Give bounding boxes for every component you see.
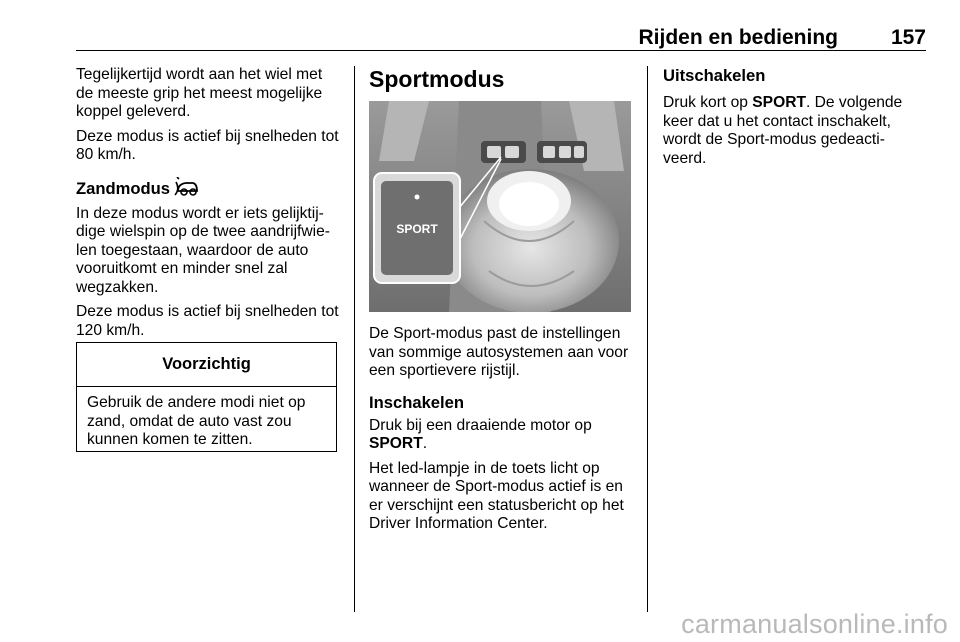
column-1 <box>76 66 344 346</box>
sport-keyword: SPORT <box>369 435 423 452</box>
text: . <box>422 435 428 452</box>
section-heading <box>76 177 344 199</box>
page-header <box>76 26 926 48</box>
sand-mode-icon <box>174 177 200 197</box>
paragraph: Deze modus is actief bij snelheden tot 80 km/h. <box>76 127 339 163</box>
text: . De volgende keer dat u het contact inschakelt, wordt de Sport-modus gedeacti- veerd. <box>663 94 903 167</box>
uitschakelen-heading: Uitschakelen <box>663 66 766 85</box>
sport-button-photo <box>369 101 631 312</box>
text: Druk bij een draaiende motor op <box>369 416 592 434</box>
inschakelen-heading: Inschakelen <box>369 392 465 412</box>
paragraph-inschakelen <box>369 417 635 454</box>
sand-mode-heading: Zandmodus <box>76 178 171 198</box>
photo-sport-label: SPORT <box>396 222 438 236</box>
caution-box <box>76 342 337 452</box>
column-divider-1 <box>354 66 355 612</box>
paragraph: De Sport-modus past de instellingen van sommige autosystemen aan voor een sportievere rijstijl. <box>369 325 629 379</box>
paragraph: In deze modus wordt er iets gelijktij- dige wielspin op de twee aandrijfwie- len toegestaan, waardoor de auto vooruitkomt en minder snel zal wegzakken. <box>76 204 330 296</box>
caution-title: Voorzichtig <box>77 343 336 387</box>
paragraph-uitschakelen <box>663 94 925 168</box>
column-2 <box>369 66 635 92</box>
caution-text: Gebruik de andere modi niet op zand, omdat de auto vast zou kunnen komen te zitten. <box>87 394 306 448</box>
paragraph: Deze modus is actief bij snelheden tot 120 km/h. <box>76 303 339 339</box>
chapter-title: Rijden en bediening <box>638 26 838 49</box>
text: Druk kort op <box>663 94 753 111</box>
sport-keyword: SPORT <box>752 94 806 111</box>
column-2-text <box>369 325 635 540</box>
column-divider-2 <box>647 66 648 612</box>
paragraph: Het led-lampje in de toets licht op wanneer de Sport-modus actief is en er verschijnt een statusbericht op het Driver Information Center. <box>369 459 624 532</box>
sportmodus-heading: Sportmodus <box>369 66 505 92</box>
column-3 <box>663 66 925 174</box>
header-rule <box>76 50 926 51</box>
watermark: carmanualsonline.info <box>681 609 948 639</box>
paragraph: Tegelijkertijd wordt aan het wiel met de meeste grip het meest mogelijke koppel geleverd. <box>76 66 323 120</box>
page-number: 157 <box>890 26 926 49</box>
